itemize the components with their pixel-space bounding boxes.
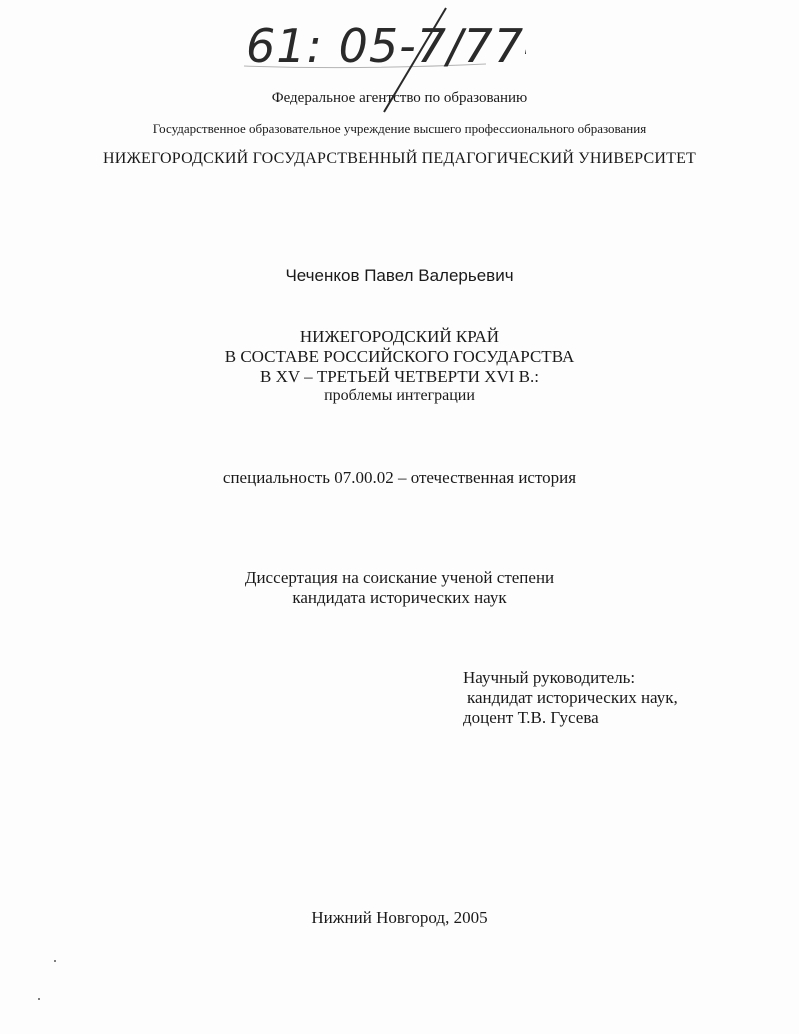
scan-speck (38, 998, 40, 1000)
archive-stamp-text: 61: 05-7/774 (246, 19, 526, 73)
degree-line-1: Диссертация на соискание ученой степени (244, 568, 555, 587)
institution-type-line: Государственное образовательное учреждение высшего профессионального образования (152, 121, 647, 136)
supervisor-label: Научный руководитель: (463, 668, 636, 687)
city-year: Нижний Новгород, 2005 (311, 908, 488, 927)
title-line-2: В СОСТАВЕ РОССИЙСКОГО ГОСУДАРСТВА (224, 347, 575, 366)
specialty-line: специальность 07.00.02 – отечественная история (222, 468, 577, 487)
supervisor-rank: кандидат исторических наук, (467, 688, 678, 707)
scan-speck (54, 960, 56, 962)
title-line-3: В XV – ТРЕТЬЕЙ ЧЕТВЕРТИ XVI В.: (259, 367, 539, 386)
agency-line: Федеральное агентство по образованию (271, 90, 528, 106)
title-line-1: НИЖЕГОРОДСКИЙ КРАЙ (299, 327, 500, 346)
university-name: НИЖЕГОРОДСКИЙ ГОСУДАРСТВЕННЫЙ ПЕДАГОГИЧЕСКИЙ УНИВЕРСИТЕТ (102, 150, 697, 167)
title-subtitle: проблемы интеграции (324, 387, 475, 404)
degree-line-2: кандидата исторических наук (292, 588, 507, 607)
supervisor-name: доцент Т.В. Гусева (463, 708, 599, 727)
author-name: Чеченков Павел Валерьевич (285, 266, 514, 285)
